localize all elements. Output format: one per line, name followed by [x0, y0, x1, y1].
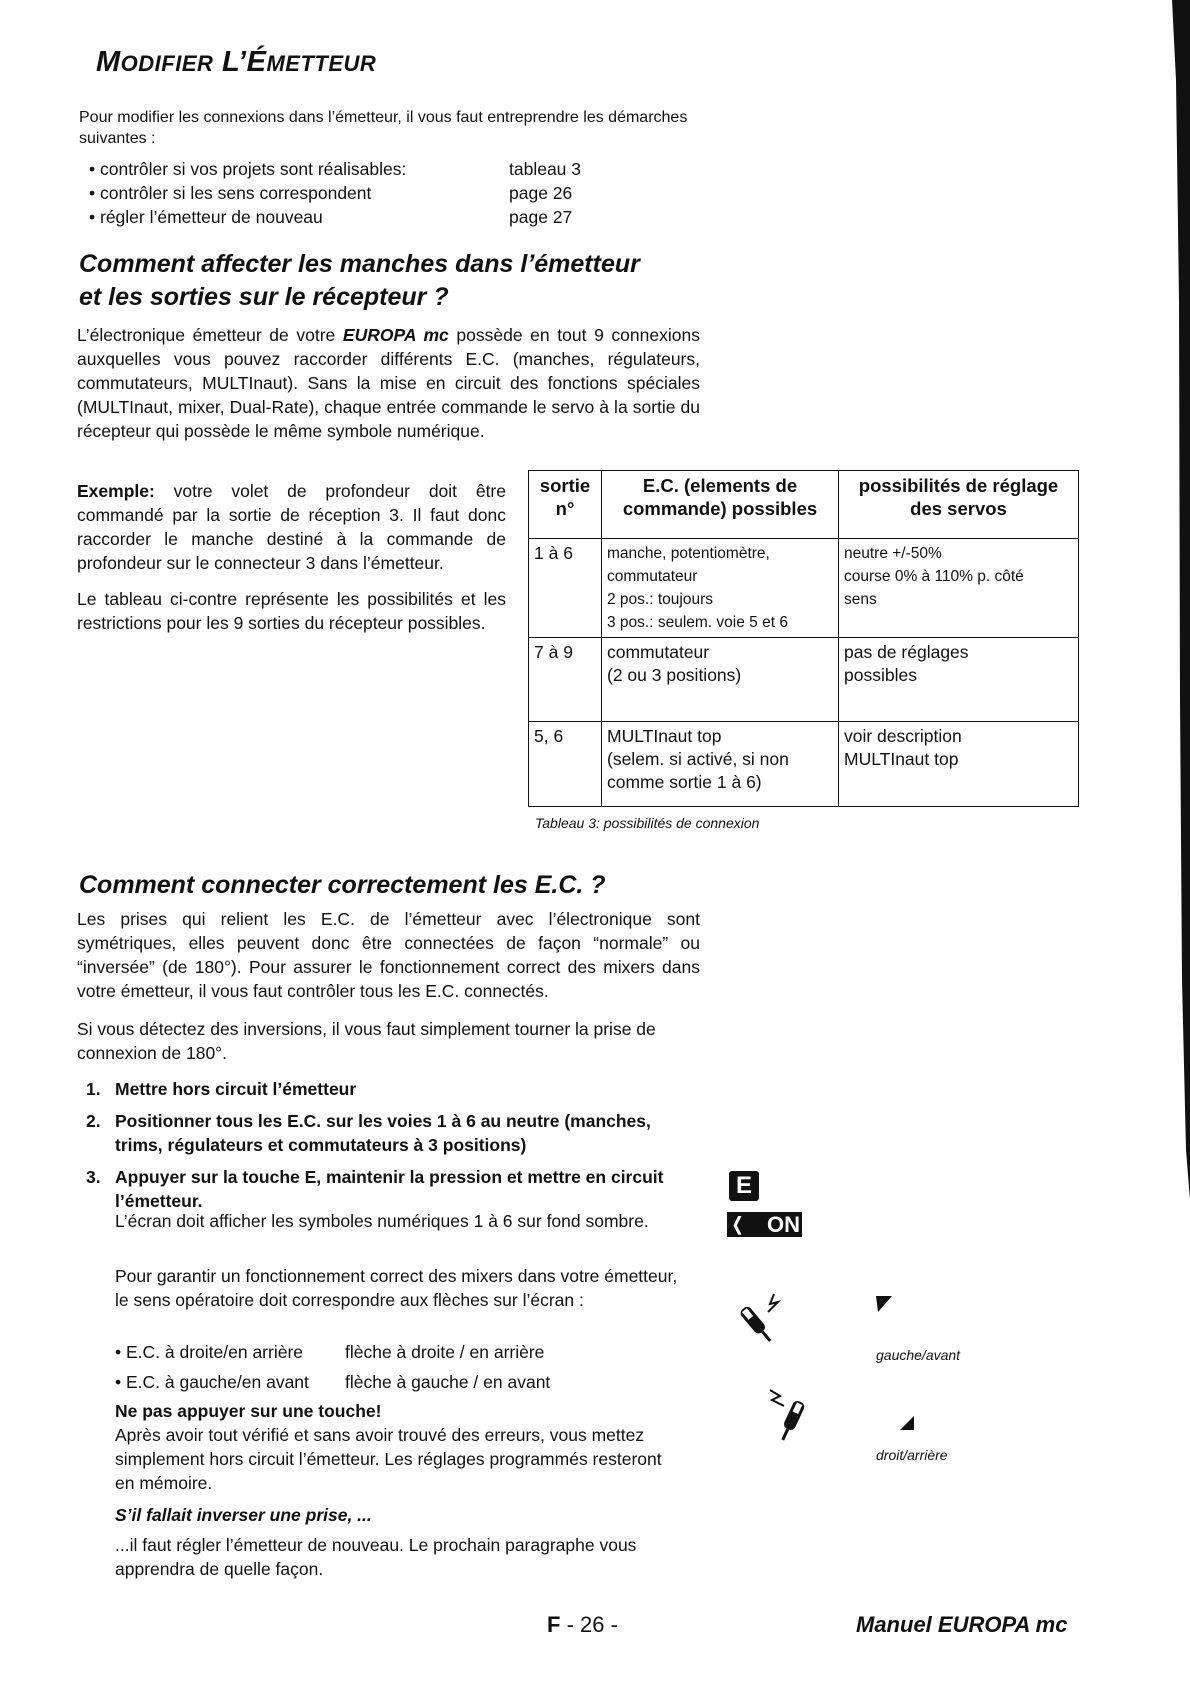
step-item: 2. Positionner tous les E.C. sur les voies 1 à 6 au neutre (manches, trims, régulateurs et commutateurs à 3 positions) — [86, 1111, 651, 1155]
page-number: F - 26 - — [547, 1612, 618, 1637]
table-cell: voir description MULTInaut top — [839, 722, 1079, 807]
page-binding-shadow — [1152, 0, 1190, 1200]
table-cell: commutateur (2 ou 3 positions) — [602, 638, 839, 722]
connection-table — [528, 470, 1079, 807]
step3-text-2: Pour garantir un fonctionnement correct des mixers dans votre émetteur, le sens opératoire doit correspondre aux flèches sur l’écran : — [115, 1266, 678, 1310]
stick-front-icon — [730, 1290, 788, 1352]
list-item: • contrôler si vos projets sont réalisables: tableau 3 — [89, 159, 582, 179]
step3-text: L’écran doit afficher les symboles numériques 1 à 6 sur fond sombre. — [115, 1211, 649, 1231]
table-header-row — [529, 471, 1079, 539]
table-row — [529, 539, 1079, 638]
intro-text: Pour modifier les connexions dans l’émetteur, il vous faut entreprendre les démarches suivantes : — [79, 109, 688, 147]
table-cell: 1 à 6 — [529, 539, 602, 638]
step-item: 3. Appuyer sur la touche E, maintenir la pression et mettre en circuit l’émetteur. — [86, 1167, 664, 1211]
table-cell: 7 à 9 — [529, 638, 602, 722]
table-cell: manche, potentiomètre, commutateur 2 pos.: toujours 3 pos.: seulem. voie 5 et 6 — [602, 539, 839, 638]
section1-heading: Comment affecter les manches dans l’émetteur et les sorties sur le récepteur ? — [79, 250, 640, 311]
brand-name: EUROPA mc — [342, 325, 449, 345]
table-header-cell: sortie n° — [529, 471, 602, 539]
table-cell: MULTInaut top (selem. si activé, si non comme sortie 1 à 6) — [602, 722, 839, 807]
table-header-cell: E.C. (elements de commande) possibles — [602, 471, 839, 539]
table-cell: 5, 6 — [529, 722, 602, 807]
table-row — [529, 638, 1079, 722]
label-back: droit/arrière — [876, 1447, 948, 1463]
list-item: • E.C. à gauche/en avant flèche à gauche / en avant — [115, 1372, 551, 1392]
stick-back-icon — [762, 1386, 820, 1448]
list-item: • régler l’émetteur de nouveau page 27 — [89, 207, 573, 227]
label-front: gauche/avant — [876, 1347, 961, 1363]
section1-paragraph: L’électronique émetteur de votre EUROPA mc possède en tout 9 connexions auxquelles vous pouvez raccorder différents E.C. (manches, régulateurs, commutateurs, MULTInaut). Sans la mise en circuit des fonctions spéciales (MULTInaut, mixer, Dual-Rate), chaque entrée commande le servo à la sortie du récepteur qui possède le même symbole numérique. — [77, 325, 700, 441]
key-on-icon: ❬ ON — [727, 1212, 802, 1237]
table-note: Le tableau ci-contre représente les possibilités et les restrictions pour les 9 sorties du récepteur possibles. — [77, 589, 506, 633]
table-cell: pas de réglages possibles — [839, 638, 1079, 722]
arrow-back-icon — [900, 1416, 914, 1430]
table-row — [529, 722, 1079, 807]
table-caption: Tableau 3: possibilités de connexion — [535, 815, 760, 831]
after-check-text: Après avoir tout vérifié et sans avoir trouvé des erreurs, vous mettez simplement hors circuit l’émetteur. Les réglages programmés resteront en mémoire. — [115, 1425, 662, 1493]
table-header-cell: possibilités de réglage des servos — [839, 471, 1079, 539]
section2-paragraph: Les prises qui relient les E.C. de l’émetteur avec l’électronique sont symétriques, elles peuvent donc être connectées de façon “normale” ou “inversée” (de 180°). Pour assurer le fonctionnement correct des mixers dans votre émetteur, il vous faut contrôler tous les E.C. connectés. — [77, 909, 700, 1001]
direction-list — [115, 1340, 685, 1394]
section2-paragraph-2: Si vous détectez des inversions, il vous faut simplement tourner la prise de connexion de 180°. — [77, 1019, 656, 1063]
list-item: • contrôler si les sens correspondent page 26 — [89, 183, 573, 203]
steps-list — [86, 1077, 686, 1213]
invert-text: ...il faut régler l’émetteur de nouveau. Le prochain paragraphe vous apprendra de quelle façon. — [115, 1535, 637, 1579]
step-item: 1. Mettre hors circuit l’émetteur — [86, 1079, 357, 1099]
list-item: • E.C. à droite/en arrière flèche à droite / en arrière — [115, 1342, 545, 1362]
example-paragraph: Exemple: votre volet de profondeur doit être commandé par la sortie de réception 3. Il faut donc raccorder le manche destiné à la commande de profondeur sur le connecteur 3 dans l’émetteur. — [77, 481, 506, 573]
manual-title: Manuel EUROPA mc — [856, 1612, 1068, 1637]
checklist — [89, 157, 649, 229]
page-title: MODIFIER L’ÉMETTEUR — [96, 46, 377, 78]
section2-heading: Comment connecter correctement les E.C. ? — [79, 871, 606, 899]
warning-heading: Ne pas appuyer sur une touche! — [115, 1401, 382, 1421]
key-e-icon: E — [729, 1171, 759, 1201]
invert-heading: S’il fallait inverser une prise, ... — [115, 1505, 372, 1525]
table-cell: neutre +/-50% course 0% à 110% p. côté sens — [839, 539, 1079, 638]
arrow-front-icon — [876, 1296, 892, 1312]
